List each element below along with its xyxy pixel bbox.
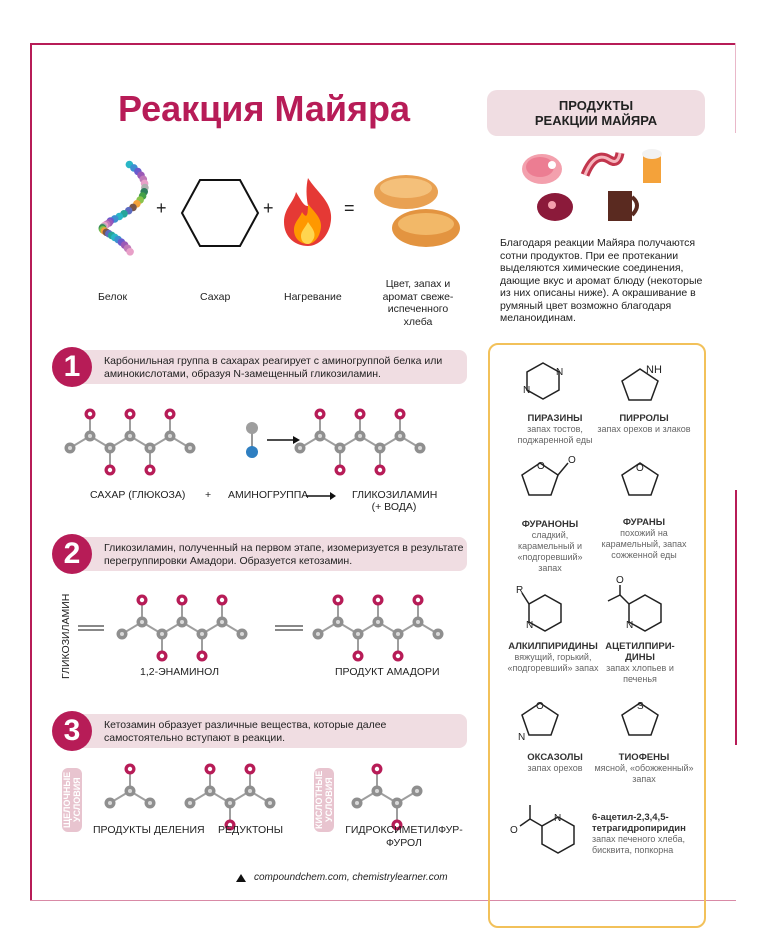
pyrazine-n2-label: N: [523, 385, 531, 396]
equilibrium-arrow-1: [78, 626, 104, 630]
furanones-desc: сладкий, карамельный и «подгоревший» запах: [517, 530, 583, 573]
label-plus-step1: +: [205, 489, 212, 501]
oxazole-structure: [518, 701, 558, 743]
step-2-molecules: [78, 590, 478, 670]
step-2-number: 2: [52, 534, 92, 574]
plus-sign-2: +: [263, 198, 274, 218]
acidic-conditions-tag: КИСЛОТНЫЕ УСЛОВИЯ: [314, 768, 334, 832]
amine-molecule: [246, 422, 258, 458]
alkylpyridine-structure: [516, 585, 561, 631]
alkylpyridines-name: АЛКИЛПИРИДИНЫ: [508, 641, 598, 652]
alkylpyridine-n-label: N: [526, 620, 534, 631]
pyrrole-structure: [622, 364, 662, 400]
pyrroles-name: ПИРРОЛЫ: [619, 413, 669, 424]
oxazoles-desc: запах орехов: [527, 763, 583, 773]
label-fission-products: ПРОДУКТЫ ДЕЛЕНИЯ: [93, 824, 205, 836]
equals-sign: =: [344, 198, 355, 218]
protein-bead: [126, 248, 134, 256]
step-3-molecules: [95, 765, 465, 825]
acetylpyridine-o-label: O: [616, 575, 624, 586]
step-1-bar: Карбонильная группа в сахарах реагирует с аминогруппой белка или аминокислотами, образуя N-замещенный гликозиламин.: [70, 350, 467, 384]
step-3-number: 3: [52, 711, 92, 751]
fission-products-molecule: [105, 764, 156, 809]
label-hmf: ГИДРОКСИМЕТИЛФУР-ФУРОЛ: [345, 824, 463, 849]
acetyl-tetrahydropyridine-name: 6-ацетил-2,3,4,5-тетрагидропиридин: [592, 812, 686, 834]
label-amadori-product: ПРОДУКТ АМАДОРИ: [335, 666, 440, 678]
thiophene-structure: [622, 701, 658, 735]
oxazoles-name: ОКСАЗОЛЫ: [527, 752, 583, 763]
step-3-bar: Кетозамин образует различные вещества, которые далее самостоятельно вступают в реакции.: [70, 714, 467, 748]
pyrazines-desc: запах тостов, поджаренной еды: [517, 424, 593, 445]
furanones-name: ФУРАНОНЫ: [521, 519, 579, 530]
furans-name: ФУРАНЫ: [622, 517, 666, 528]
reductones-molecule: [185, 764, 276, 831]
thiophene-s-label: S: [637, 701, 644, 712]
products-heading-line2: РЕАКЦИИ МАЙЯРА: [534, 113, 658, 128]
equilibrium-arrow-2: [275, 626, 303, 630]
steak-icon: [537, 193, 573, 221]
step-1-number: 1: [52, 347, 92, 387]
plus-sign-1: +: [156, 198, 167, 218]
furans-desc: похожий на карамельный, запах сожженной еды: [601, 528, 687, 560]
products-heading: [487, 90, 705, 136]
step-1-molecules: [55, 400, 475, 480]
alkylpyridines-desc: вяжущий, горький, «подгоревший» запах: [507, 652, 599, 673]
frame-left-line: [30, 43, 32, 901]
step-2-bar: Гликозиламин, полученный на первом этапе, изомеризуется в результате перегруппировки Амадори. Образуется кетозамин.: [70, 537, 467, 571]
label-protein: Белок: [98, 291, 128, 303]
thp-n-label: N: [554, 813, 562, 824]
thiophenes-desc: мясной, «обожженный» запах: [594, 763, 694, 784]
protein-icon: [80, 160, 160, 265]
compound-acetyl-tetrahydropyridine: [592, 812, 697, 856]
beer-icon: [642, 149, 662, 183]
thp-o-label: O: [510, 825, 518, 836]
frame-right-line: [735, 490, 737, 745]
label-sugar: Сахар: [200, 291, 231, 303]
oxazole-n-label: N: [518, 732, 526, 743]
bacon-icon: [585, 153, 620, 175]
frame-top-line: [30, 43, 736, 45]
oxazole-o-label: O: [536, 701, 544, 712]
label-glucose: САХАР (ГЛЮКОЗА): [90, 489, 186, 501]
hmf-molecule: [352, 764, 423, 831]
label-reductones: РЕДУКТОНЫ: [218, 824, 284, 836]
label-enaminol: 1,2-ЭНАМИНОЛ: [140, 666, 220, 678]
furan-structure: [622, 463, 658, 495]
compound-furanones: [505, 519, 595, 574]
fire-icon: [278, 176, 338, 248]
label-amine-group: АМИНОГРУППА: [228, 489, 309, 501]
compound-alkylpyridines: [503, 641, 603, 674]
acetylpyridines-desc: запах хлопьев и печенья: [606, 663, 674, 684]
acetyl-tetrahydropyridine-structure: [510, 805, 574, 853]
amadori-molecule: [313, 595, 444, 662]
compound-acetylpyridines: [600, 641, 680, 685]
acetyl-tetrahydropyridine-desc: запах печеного хлеба, бисквита, попкорна: [592, 834, 685, 855]
acetylpyridines-name: АЦЕТИЛПИРИ-ДИНЫ: [605, 641, 675, 663]
step1-caption-arrow: [306, 491, 336, 501]
product-icons: [510, 145, 680, 235]
ham-icon: [522, 154, 562, 184]
compound-pyrazines: [505, 413, 605, 446]
products-description: Благодаря реакции Майяра получаются сотни продуктов. При ее протекании выделяются химические соединения, дающие вкус и аромат блюду (некоторые из них описаны ниже). А окрашивание в румяный цвет возможно благодаря меланоидинам.: [500, 237, 703, 324]
acetylpyridine-n-label: N: [626, 620, 634, 631]
label-heating: Нагревание: [284, 291, 342, 303]
coffee-icon: [608, 191, 637, 221]
furan-o-label: O: [636, 463, 644, 474]
sugar-hexagon-icon: [180, 178, 260, 248]
alkaline-conditions-tag: ЩЕЛОЧНЫЕ УСЛОВИЯ: [62, 768, 82, 832]
pyrazine-structure: [523, 363, 563, 399]
thiophenes-name: ТИОФЕНЫ: [618, 752, 670, 763]
bread-icon: [368, 172, 468, 252]
compound-pyrroles: [594, 413, 694, 435]
frame-right-top-line: [735, 43, 736, 133]
label-glycosylamine-vertical: ГЛИКОЗИЛАМИН: [60, 593, 72, 679]
alkylpyridine-r-label: R: [516, 585, 524, 596]
pyrrole-nh-label: NH: [646, 364, 662, 376]
label-glycosylamine: ГЛИКОЗИЛАМИН (+ ВОДА): [352, 489, 438, 513]
glucose-molecule: [65, 409, 196, 476]
compound-oxazoles: [505, 752, 605, 774]
pyrazine-n1-label: N: [556, 367, 564, 378]
furanone-o-exo-label: O: [568, 455, 576, 466]
source-credit: compoundchem.com, chemistrylearner.com: [254, 872, 448, 883]
page-title: Реакция Майяра: [118, 88, 411, 129]
pyrazines-name: ПИРАЗИНЫ: [527, 413, 583, 424]
acetylpyridine-structure: [608, 575, 661, 631]
pyrroles-desc: запах орехов и злаков: [597, 424, 691, 434]
glycosylamine-molecule: [295, 409, 426, 476]
enaminol-molecule: [117, 595, 248, 662]
compound-thiophenes: [594, 752, 694, 785]
source-triangle-icon: [236, 874, 246, 882]
furanone-structure: [522, 455, 576, 495]
products-heading-line1: ПРОДУКТЫ: [558, 98, 634, 113]
label-result: Цвет, запах и аромат свеже-испеченного хлеба: [382, 278, 454, 328]
furanone-o-ring-label: O: [537, 461, 545, 472]
compound-furans: [594, 517, 694, 561]
